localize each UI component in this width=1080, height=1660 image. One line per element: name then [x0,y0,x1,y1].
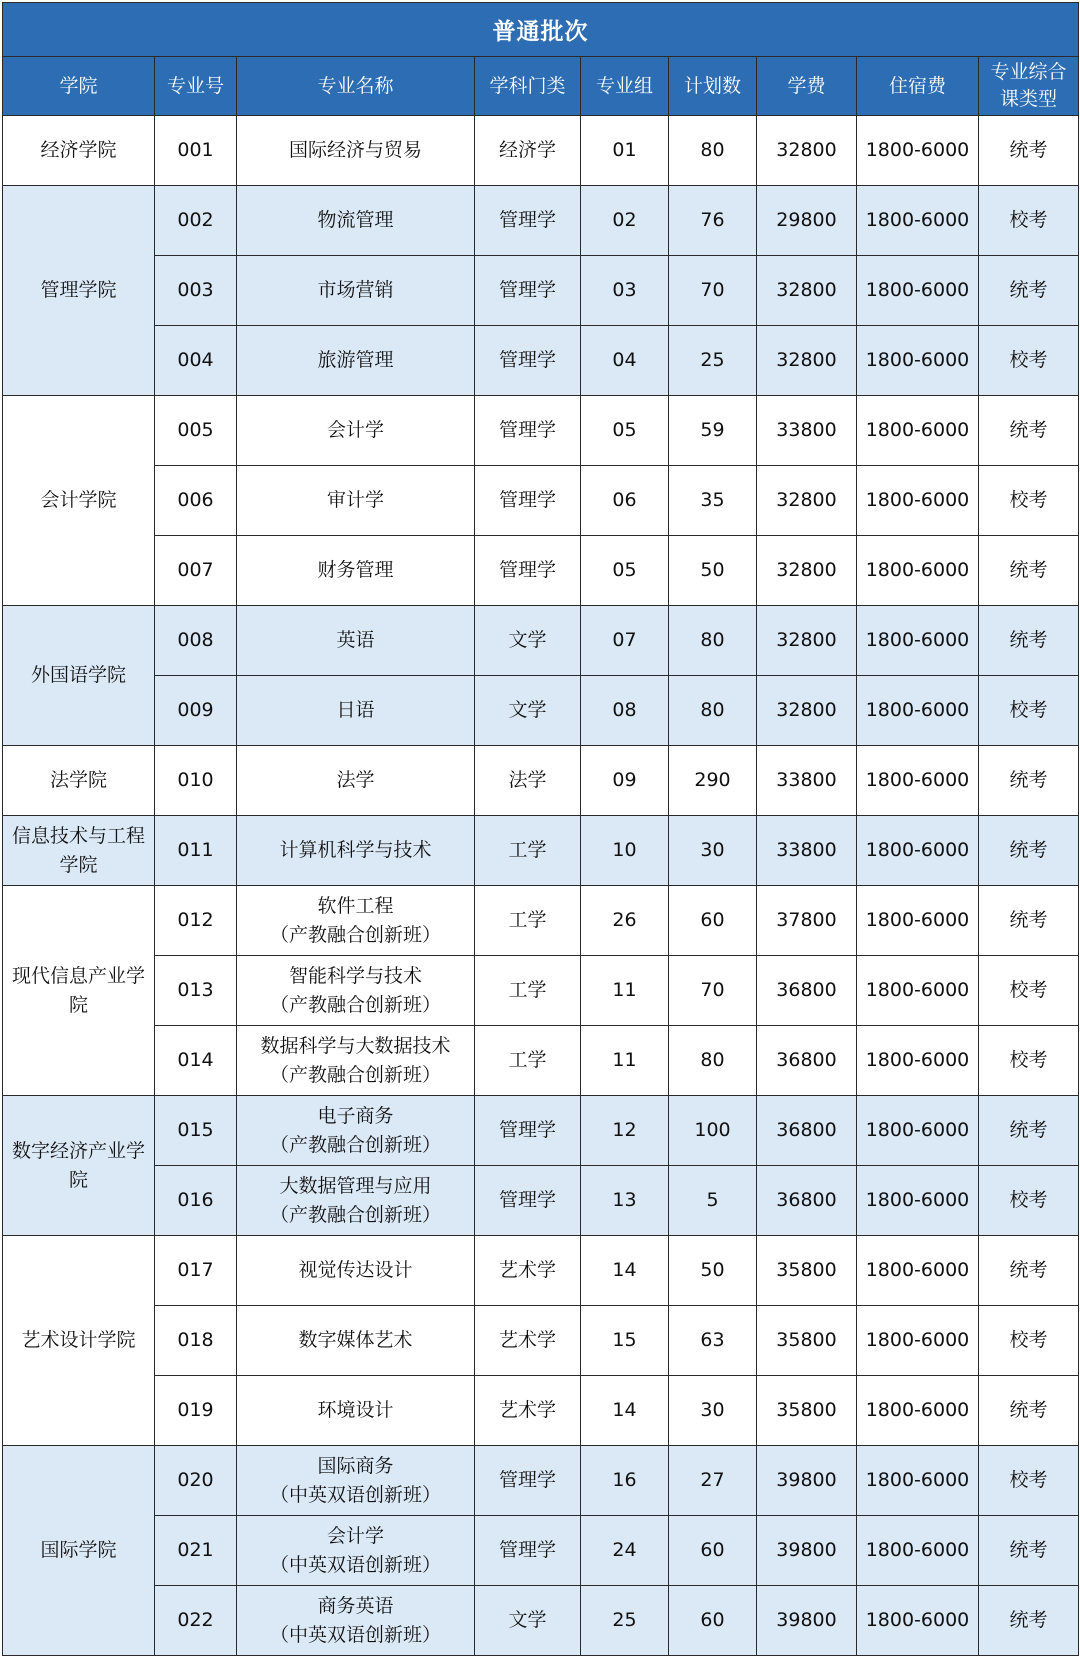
major-class-note: （产教融合创新班） [269,1203,441,1226]
discipline-cell: 文学 [475,676,581,746]
major-name-cell [237,816,475,886]
major-group-cell: 25 [581,1586,669,1656]
table-row [3,1236,1079,1306]
major-name-text: 智能科学与技术 [288,964,422,987]
discipline-cell: 艺术学 [475,1376,581,1446]
plan-count-cell: 30 [669,816,757,886]
discipline-cell: 管理学 [475,1096,581,1166]
table-row [3,676,1079,746]
exam-type-cell: 校考 [979,326,1079,396]
header-discipline: 学科门类 [475,57,581,116]
major-code-cell: 021 [155,1516,237,1586]
table-row [3,606,1079,676]
plan-count-cell: 30 [669,1376,757,1446]
exam-type-cell: 统考 [979,1096,1079,1166]
major-code-cell: 011 [155,816,237,886]
major-group-cell: 12 [581,1096,669,1166]
major-code-cell: 008 [155,606,237,676]
table-row [3,326,1079,396]
major-name-cell [237,1096,475,1166]
exam-type-cell: 统考 [979,1516,1079,1586]
major-group-cell: 07 [581,606,669,676]
tuition-cell: 29800 [757,186,857,256]
major-name-cell [237,606,475,676]
dorm-fee-cell: 1800-6000 [857,676,979,746]
tuition-cell: 36800 [757,1166,857,1236]
major-group-cell: 13 [581,1166,669,1236]
major-group-cell: 06 [581,466,669,536]
college-cell: 外国语学院 [3,606,155,746]
dorm-fee-cell: 1800-6000 [857,1166,979,1236]
header-dorm-fee: 住宿费 [857,57,979,116]
college-cell: 艺术设计学院 [3,1236,155,1446]
major-name-text: 会计学 [326,419,384,441]
college-cell: 管理学院 [3,186,155,396]
tuition-cell: 39800 [757,1586,857,1656]
college-cell: 经济学院 [3,116,155,186]
plan-count-cell: 59 [669,396,757,466]
major-group-cell: 24 [581,1516,669,1586]
major-name-cell [237,186,475,256]
dorm-fee-cell: 1800-6000 [857,956,979,1026]
dorm-fee-cell: 1800-6000 [857,326,979,396]
major-name-cell [237,1026,475,1096]
exam-type-cell: 统考 [979,256,1079,326]
exam-type-cell: 统考 [979,396,1079,466]
major-group-cell: 05 [581,396,669,466]
exam-type-cell: 校考 [979,1306,1079,1376]
exam-type-cell: 校考 [979,466,1079,536]
discipline-cell: 文学 [475,1586,581,1656]
tuition-cell: 35800 [757,1376,857,1446]
major-class-note: （中英双语创新班） [269,1483,441,1506]
major-name-text: 国际商务 [317,1454,394,1477]
table-row [3,1306,1079,1376]
major-code-cell: 018 [155,1306,237,1376]
tuition-cell: 35800 [757,1306,857,1376]
discipline-cell: 艺术学 [475,1236,581,1306]
discipline-cell: 工学 [475,816,581,886]
discipline-cell: 管理学 [475,326,581,396]
exam-type-cell: 统考 [979,816,1079,886]
discipline-cell: 管理学 [475,536,581,606]
tuition-cell: 36800 [757,1096,857,1166]
major-name-text: 数字媒体艺术 [298,1329,413,1351]
plan-count-cell: 25 [669,326,757,396]
major-name-cell [237,256,475,326]
major-name-text: 市场营销 [317,279,394,301]
major-code-cell: 007 [155,536,237,606]
discipline-cell: 工学 [475,1026,581,1096]
table-row [3,1376,1079,1446]
header-plan-count: 计划数 [669,57,757,116]
tuition-cell: 37800 [757,886,857,956]
major-group-cell: 02 [581,186,669,256]
major-code-cell: 001 [155,116,237,186]
major-name-text: 旅游管理 [317,349,394,371]
major-class-note: （产教融合创新班） [269,1133,441,1156]
major-name-text: 软件工程 [317,894,394,917]
tuition-cell: 32800 [757,536,857,606]
major-group-cell: 14 [581,1236,669,1306]
major-name-text: 英语 [336,629,375,651]
exam-type-cell: 统考 [979,1236,1079,1306]
major-code-cell: 015 [155,1096,237,1166]
major-name-text: 商务英语 [317,1594,394,1617]
discipline-cell: 管理学 [475,256,581,326]
major-name-cell [237,326,475,396]
major-code-cell: 005 [155,396,237,466]
dorm-fee-cell: 1800-6000 [857,886,979,956]
major-group-cell: 16 [581,1446,669,1516]
plan-count-cell: 60 [669,1586,757,1656]
major-name-cell [237,466,475,536]
tuition-cell: 36800 [757,956,857,1026]
discipline-cell: 经济学 [475,116,581,186]
tuition-cell: 35800 [757,1236,857,1306]
major-group-cell: 15 [581,1306,669,1376]
table-row [3,1516,1079,1586]
college-cell: 国际学院 [3,1446,155,1656]
exam-type-cell: 统考 [979,1376,1079,1446]
tuition-cell: 32800 [757,256,857,326]
tuition-cell: 39800 [757,1446,857,1516]
major-name-text: 电子商务 [317,1104,394,1127]
major-name-text: 环境设计 [317,1399,394,1421]
dorm-fee-cell: 1800-6000 [857,536,979,606]
dorm-fee-cell: 1800-6000 [857,186,979,256]
major-name-cell [237,1236,475,1306]
major-name-cell [237,1586,475,1656]
discipline-cell: 文学 [475,606,581,676]
plan-count-cell: 290 [669,746,757,816]
major-group-cell: 04 [581,326,669,396]
dorm-fee-cell: 1800-6000 [857,1306,979,1376]
dorm-fee-cell: 1800-6000 [857,1516,979,1586]
dorm-fee-cell: 1800-6000 [857,1026,979,1096]
major-name-cell [237,1446,475,1516]
exam-type-cell: 统考 [979,116,1079,186]
major-code-cell: 006 [155,466,237,536]
table-row [3,1446,1079,1516]
major-group-cell: 05 [581,536,669,606]
dorm-fee-cell: 1800-6000 [857,466,979,536]
dorm-fee-cell: 1800-6000 [857,116,979,186]
tuition-cell: 33800 [757,746,857,816]
major-code-cell: 013 [155,956,237,1026]
dorm-fee-cell: 1800-6000 [857,1376,979,1446]
major-code-cell: 003 [155,256,237,326]
discipline-cell: 工学 [475,886,581,956]
major-group-cell: 10 [581,816,669,886]
plan-count-cell: 50 [669,536,757,606]
major-group-cell: 11 [581,956,669,1026]
exam-type-cell: 统考 [979,746,1079,816]
dorm-fee-cell: 1800-6000 [857,1586,979,1656]
tuition-cell: 32800 [757,116,857,186]
college-cell: 法学院 [3,746,155,816]
exam-type-cell: 校考 [979,956,1079,1026]
table-row [3,956,1079,1026]
exam-type-cell: 统考 [979,606,1079,676]
table-row [3,116,1079,186]
major-name-text: 数据科学与大数据技术 [260,1034,451,1057]
major-group-cell: 14 [581,1376,669,1446]
tuition-cell: 32800 [757,676,857,746]
major-code-cell: 016 [155,1166,237,1236]
major-name-cell [237,956,475,1026]
plan-count-cell: 50 [669,1236,757,1306]
exam-type-cell: 校考 [979,676,1079,746]
header-major-code: 专业号 [155,57,237,116]
major-code-cell: 014 [155,1026,237,1096]
plan-count-cell: 70 [669,956,757,1026]
major-name-cell [237,1516,475,1586]
plan-count-cell: 27 [669,1446,757,1516]
major-name-text: 物流管理 [317,209,394,231]
plan-count-cell: 80 [669,676,757,746]
discipline-cell: 管理学 [475,466,581,536]
major-name-text: 国际经济与贸易 [288,139,422,161]
plan-count-cell: 70 [669,256,757,326]
plan-count-cell: 60 [669,886,757,956]
college-cell: 现代信息产业学院 [3,886,155,1096]
major-class-note: （产教融合创新班） [269,993,441,1016]
major-code-cell: 009 [155,676,237,746]
major-class-note: （产教融合创新班） [269,923,441,946]
table-row [3,466,1079,536]
table-row [3,746,1079,816]
major-code-cell: 012 [155,886,237,956]
plan-count-cell: 5 [669,1166,757,1236]
table-row [3,186,1079,256]
header-tuition: 学费 [757,57,857,116]
major-name-text: 会计学 [326,1524,384,1547]
major-name-text: 法学 [336,769,375,791]
major-group-cell: 03 [581,256,669,326]
major-code-cell: 022 [155,1586,237,1656]
major-name-text: 日语 [336,699,375,721]
table-row [3,1166,1079,1236]
discipline-cell: 管理学 [475,186,581,256]
major-code-cell: 004 [155,326,237,396]
major-class-note: （中英双语创新班） [269,1553,441,1576]
major-name-text: 计算机科学与技术 [279,839,432,861]
major-name-text: 视觉传达设计 [298,1259,413,1281]
header-exam-type: 专业综合课类型 [979,57,1079,116]
table-row [3,1026,1079,1096]
plan-count-cell: 80 [669,1026,757,1096]
major-class-note: （产教融合创新班） [269,1063,441,1086]
major-group-cell: 26 [581,886,669,956]
plan-count-cell: 76 [669,186,757,256]
major-group-cell: 01 [581,116,669,186]
header-major-name: 专业名称 [237,57,475,116]
plan-count-cell: 60 [669,1516,757,1586]
major-name-text: 财务管理 [317,559,394,581]
dorm-fee-cell: 1800-6000 [857,256,979,326]
major-group-cell: 08 [581,676,669,746]
table-row [3,1586,1079,1656]
table-row [3,396,1079,466]
tuition-cell: 32800 [757,466,857,536]
major-code-cell: 019 [155,1376,237,1446]
exam-type-cell: 校考 [979,1166,1079,1236]
table-title: 普通批次 [3,3,1079,57]
dorm-fee-cell: 1800-6000 [857,746,979,816]
major-name-cell [237,746,475,816]
major-name-cell [237,886,475,956]
major-name-cell [237,116,475,186]
major-name-cell [237,1306,475,1376]
header-major-group: 专业组 [581,57,669,116]
dorm-fee-cell: 1800-6000 [857,1236,979,1306]
plan-count-cell: 80 [669,116,757,186]
table-row [3,256,1079,326]
header-college: 学院 [3,57,155,116]
exam-type-cell: 校考 [979,186,1079,256]
discipline-cell: 工学 [475,956,581,1026]
major-name-cell [237,676,475,746]
header-row [3,57,1079,116]
plan-count-cell: 63 [669,1306,757,1376]
exam-type-cell: 校考 [979,1026,1079,1096]
dorm-fee-cell: 1800-6000 [857,396,979,466]
discipline-cell: 管理学 [475,1166,581,1236]
tuition-cell: 36800 [757,1026,857,1096]
major-code-cell: 017 [155,1236,237,1306]
discipline-cell: 管理学 [475,1446,581,1516]
table-row [3,1096,1079,1166]
plan-count-cell: 100 [669,1096,757,1166]
dorm-fee-cell: 1800-6000 [857,606,979,676]
discipline-cell: 管理学 [475,396,581,466]
plan-count-cell: 35 [669,466,757,536]
dorm-fee-cell: 1800-6000 [857,816,979,886]
discipline-cell: 艺术学 [475,1306,581,1376]
dorm-fee-cell: 1800-6000 [857,1446,979,1516]
tuition-cell: 33800 [757,816,857,886]
college-cell: 会计学院 [3,396,155,606]
major-name-cell [237,1376,475,1446]
table-row [3,886,1079,956]
college-cell: 数字经济产业学院 [3,1096,155,1236]
discipline-cell: 法学 [475,746,581,816]
dorm-fee-cell: 1800-6000 [857,1096,979,1166]
major-name-text: 大数据管理与应用 [279,1174,432,1197]
tuition-cell: 32800 [757,326,857,396]
major-code-cell: 002 [155,186,237,256]
table-row [3,816,1079,886]
enrollment-table [2,2,1079,1656]
major-code-cell: 010 [155,746,237,816]
exam-type-cell: 统考 [979,886,1079,956]
table-body [3,116,1079,1656]
table-row [3,536,1079,606]
exam-type-cell: 校考 [979,1446,1079,1516]
major-code-cell: 020 [155,1446,237,1516]
major-class-note: （中英双语创新班） [269,1623,441,1646]
college-cell: 信息技术与工程学院 [3,816,155,886]
tuition-cell: 33800 [757,396,857,466]
plan-count-cell: 80 [669,606,757,676]
major-group-cell: 11 [581,1026,669,1096]
exam-type-cell: 统考 [979,536,1079,606]
major-name-cell [237,1166,475,1236]
major-name-cell [237,536,475,606]
tuition-cell: 39800 [757,1516,857,1586]
discipline-cell: 管理学 [475,1516,581,1586]
major-group-cell: 09 [581,746,669,816]
tuition-cell: 32800 [757,606,857,676]
exam-type-cell: 统考 [979,1586,1079,1656]
major-name-text: 审计学 [326,489,384,511]
major-name-cell [237,396,475,466]
